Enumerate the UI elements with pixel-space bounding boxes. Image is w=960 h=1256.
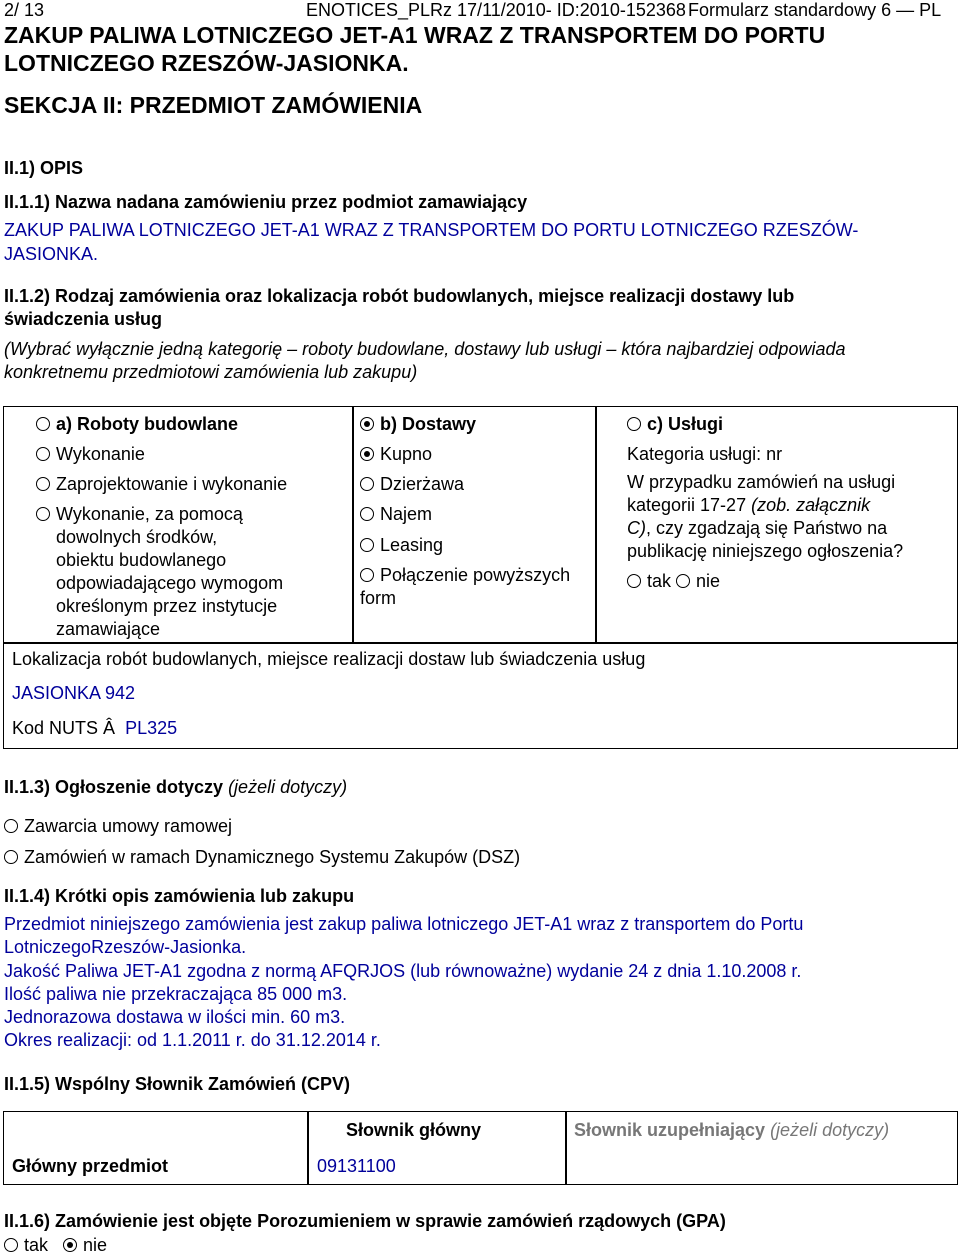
s116-heading: II.1.6) Zamówienie jest objęte Porozumieniem w sprawie zamówień rządowych (GPA): [4, 1211, 726, 1231]
description-line: Jednorazowa dostawa w ilości min. 60 m3.: [4, 1007, 346, 1027]
s111-heading: II.1.1) Nazwa nadana zamówieniu przez podmiot zamawiający: [4, 192, 528, 212]
contract-title-line2: LOTNICZEGO RZESZÓW-JASIONKA.: [4, 50, 409, 76]
opis-heading: II.1) OPIS: [4, 158, 84, 178]
nuts-code: Kod NUTS Â PL325: [12, 718, 178, 738]
works-execution-option[interactable]: Wykonanie: [36, 444, 145, 465]
lease-option[interactable]: Dzierżawa: [360, 474, 464, 495]
service-question-line1: W przypadku zamówień na usługi: [627, 472, 896, 492]
notice-id: ENOTICES_PLRz 17/11/2010- ID:2010-152368: [306, 0, 686, 20]
service-publish-choice[interactable]: tak nie: [627, 571, 720, 592]
description-line: LotniczegoRzeszów-Jasionka.: [4, 937, 247, 957]
works-means-text: obiektu budowlanego: [56, 550, 227, 570]
service-question-line4: publikację niniejszego ogłoszenia?: [627, 541, 904, 561]
radio-icon[interactable]: [36, 477, 50, 491]
radio-icon[interactable]: [360, 568, 374, 582]
leasing-option[interactable]: Leasing: [360, 535, 443, 556]
location-value: JASIONKA 942: [12, 683, 136, 703]
combination-option[interactable]: Połączenie powyższych: [360, 565, 570, 586]
works-design-option[interactable]: Zaprojektowanie i wykonanie: [36, 474, 287, 495]
radio-icon[interactable]: [360, 507, 374, 521]
radio-icon[interactable]: [627, 574, 641, 588]
works-means-text: dowolnych środków,: [56, 527, 218, 547]
s114-heading: II.1.4) Krótki opis zamówienia lub zakupu: [4, 886, 355, 906]
page-number: 2/ 13: [4, 0, 45, 20]
s112-note-line2: konkretnemu przedmiotowi zamówienia lub zakupu): [4, 362, 418, 382]
description-line: Ilość paliwa nie przekraczająca 85 000 m3.: [4, 984, 348, 1004]
radio-icon[interactable]: [4, 1238, 18, 1252]
gpa-choice[interactable]: tak nie: [4, 1235, 107, 1256]
cpv-main-header: Słownik główny: [346, 1120, 482, 1140]
services-radio[interactable]: [627, 417, 641, 431]
service-question-line3: C), czy zgadzają się Państwo na: [627, 518, 888, 538]
service-question-line2: kategorii 17-27 (zob. załącznik: [627, 495, 871, 515]
contract-title-line1: ZAKUP PALIWA LOTNICZEGO JET-A1 WRAZ Z TRANSPORTEM DO PORTU: [4, 22, 826, 48]
s111-value-line1: ZAKUP PALIWA LOTNICZEGO JET-A1 WRAZ Z TRANSPORTEM DO PORTU LOTNICZEGO RZESZÓW-: [4, 220, 859, 240]
row-divider: [3, 642, 958, 644]
radio-icon[interactable]: [36, 447, 50, 461]
s111-value-line2: JASIONKA.: [4, 244, 99, 264]
cpv-extra-header: Słownik uzupełniający (jeżeli dotyczy): [574, 1120, 890, 1140]
nuts-value: PL325: [125, 718, 178, 738]
description-line: Jakość Paliwa JET-A1 zgodna z normą AFQRJOS (lub równoważne) wydanie 24 z dnia 1.10.2008 r.: [4, 961, 802, 981]
location-label: Lokalizacja robót budowlanych, miejsce realizacji dostaw lub świadczenia usług: [12, 649, 646, 669]
combination-text: form: [360, 588, 396, 608]
cpv-main-value: 09131100: [317, 1156, 396, 1176]
services-option[interactable]: c) Usługi: [627, 414, 723, 435]
radio-icon[interactable]: [4, 850, 18, 864]
s112-note-line1: (Wybrać wyłącznie jedną kategorię – roboty budowlane, dostawy lub usługi – która najbardziej odpowiada: [4, 339, 846, 359]
description-line: Okres realizacji: od 1.1.2011 r. do 31.12.2014 r.: [4, 1030, 381, 1050]
column-divider: [595, 406, 597, 643]
rental-option[interactable]: Najem: [360, 504, 432, 525]
radio-checked-icon[interactable]: [63, 1238, 77, 1252]
radio-icon[interactable]: [676, 574, 690, 588]
section-title: SEKCJA II: PRZEDMIOT ZAMÓWIENIA: [4, 92, 423, 118]
radio-icon[interactable]: [4, 819, 18, 833]
s113-heading: II.1.3) Ogłoszenie dotyczy (jeżeli dotyczy): [4, 777, 348, 797]
radio-icon[interactable]: [360, 477, 374, 491]
radio-icon[interactable]: [360, 538, 374, 552]
supplies-option[interactable]: b) Dostawy: [360, 414, 476, 435]
cpv-row-label: Główny przedmiot: [12, 1156, 169, 1176]
column-divider: [352, 406, 354, 643]
s115-heading: II.1.5) Wspólny Słownik Zamówień (CPV): [4, 1074, 351, 1094]
s112-heading-line1: II.1.2) Rodzaj zamówienia oraz lokalizacja robót budowlanych, miejsce realizacji dostawy lub: [4, 286, 795, 306]
works-means-text: zamawiające: [56, 619, 161, 639]
description-line: Przedmiot niniejszego zamówienia jest zakup paliwa lotniczego JET-A1 wraz z transportem do Portu: [4, 914, 804, 934]
dps-option[interactable]: Zamówień w ramach Dynamicznego Systemu Zakupów (DSZ): [4, 847, 520, 868]
column-divider: [307, 1111, 309, 1185]
works-means-text: odpowiadającego wymogom: [56, 573, 284, 593]
works-radio[interactable]: [36, 417, 50, 431]
framework-option[interactable]: Zawarcia umowy ramowej: [4, 816, 232, 837]
works-means-text: określonym przez instytucje: [56, 596, 278, 616]
purchase-option[interactable]: Kupno: [360, 444, 432, 465]
radio-checked-icon[interactable]: [360, 447, 374, 461]
works-option[interactable]: a) Roboty budowlane: [36, 414, 238, 435]
s112-heading-line2: świadczenia usług: [4, 309, 163, 329]
radio-icon[interactable]: [36, 507, 50, 521]
column-divider: [565, 1111, 567, 1185]
service-category: Kategoria usługi: nr: [627, 444, 783, 464]
form-type: Formularz standardowy 6 — PL: [688, 0, 942, 20]
works-means-option[interactable]: Wykonanie, za pomocą: [36, 504, 243, 525]
supplies-radio-checked[interactable]: [360, 417, 374, 431]
